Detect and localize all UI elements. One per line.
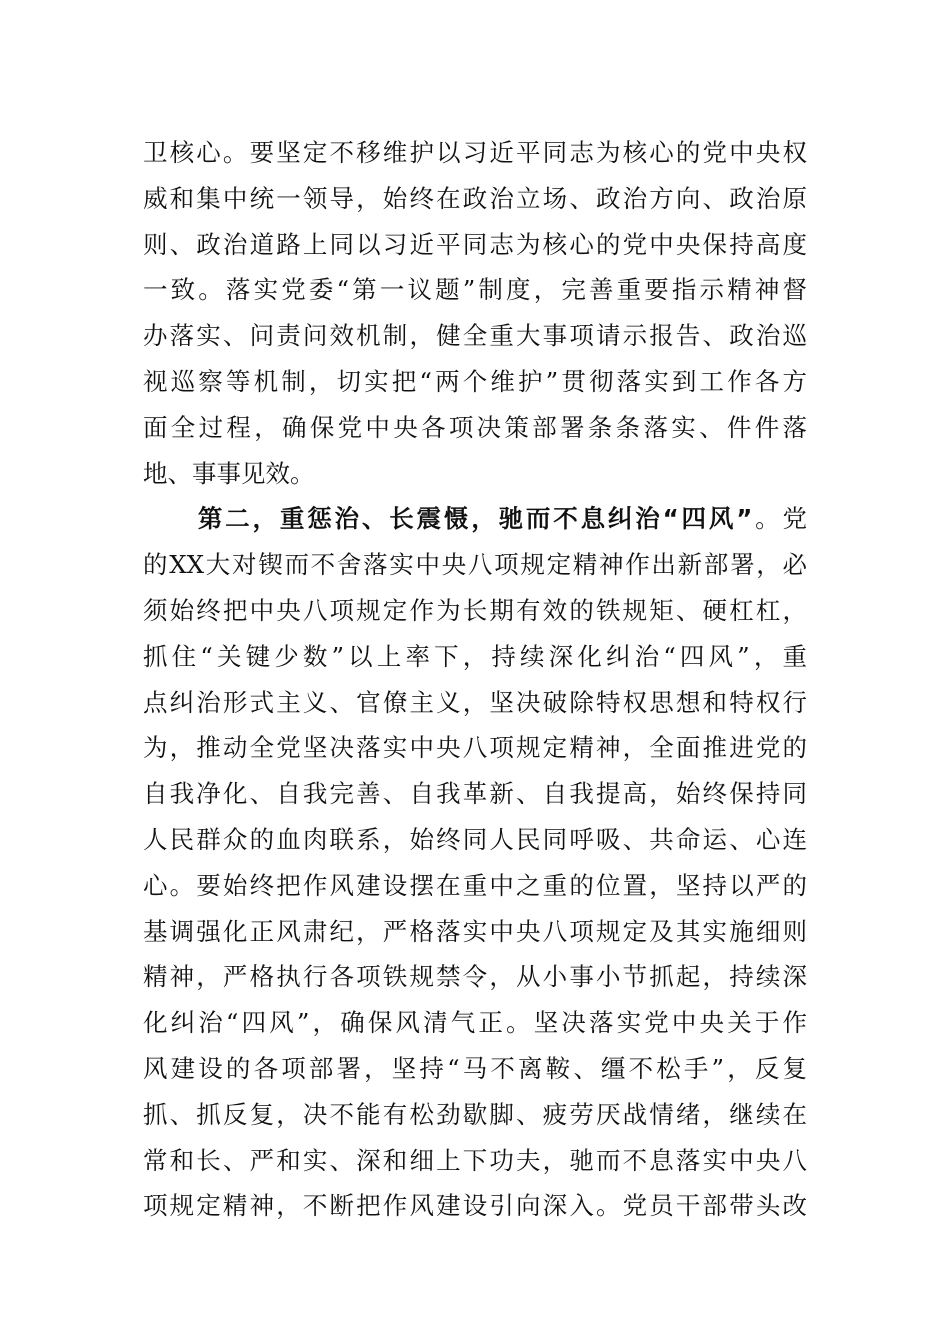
text-line: 点纠治形式主义、官僚主义，坚决破除特权思想和特权行	[143, 687, 807, 717]
text-line: 抓、抓反复，决不能有松劲歇脚、疲劳厌战情绪，继续在	[143, 1099, 807, 1129]
text-line: 风建设的各项部署，坚持“马不离鞍、缰不松手”，反复	[143, 1053, 807, 1083]
text-line: 化纠治“四风”，确保风清气正。坚决落实党中央关于作	[143, 1008, 807, 1038]
text-line: 人民群众的血肉联系，始终同人民同呼吸、共命运、心连	[143, 824, 807, 854]
text-line: 办落实、问责问效机制，健全重大事项请示报告、政治巡	[143, 321, 807, 351]
text-line: 面全过程，确保党中央各项决策部署条条落实、件件落	[143, 412, 807, 442]
text-line: 抓住“关键少数”以上率下，持续深化纠治“四风”，重	[143, 641, 807, 671]
text-line: 项规定精神，不断把作风建设引向深入。党员干部带头改	[143, 1191, 807, 1221]
section-heading: 第二，重惩治、长震慑，驰而不息纠治“四风”	[195, 504, 753, 534]
text-line: 卫核心。要坚定不移维护以习近平同志为核心的党中央权	[143, 138, 807, 167]
text-line: 须始终把中央八项规定作为长期有效的铁规矩、硬杠杠，	[143, 595, 807, 625]
text-line: 基调强化正风肃纪，严格落实中央八项规定及其实施细则	[143, 916, 807, 946]
text-line: 一致。落实党委“第一议题”制度，完善重要指示精神督	[143, 275, 807, 305]
text-line: 为，推动全党坚决落实中央八项规定精神，全面推进党的	[143, 733, 807, 763]
text-line: 常和长、严和实、深和细上下功夫，驰而不息落实中央八	[143, 1145, 807, 1175]
heading-tail-text: 。党	[752, 504, 808, 534]
paragraph-1	[143, 130, 807, 496]
paragraph-2	[143, 496, 807, 1229]
paragraph-heading-line	[143, 496, 807, 542]
text-line: 地、事事见效。	[143, 458, 315, 488]
body-text	[143, 130, 807, 1229]
text-line: 威和集中统一领导，始终在政治立场、政治方向、政治原	[143, 183, 807, 213]
text-line: 视巡察等机制，切实把“两个维护”贯彻落实到工作各方	[143, 366, 807, 396]
text-line: 心。要始终把作风建设摆在重中之重的位置，坚持以严的	[143, 870, 807, 900]
text-line: 则、政治道路上同以习近平同志为核心的党中央保持高度	[143, 229, 807, 259]
text-line: 自我净化、自我完善、自我革新、自我提高，始终保持同	[143, 779, 807, 809]
text-line: 精神，严格执行各项铁规禁令，从小事小节抓起，持续深	[143, 962, 807, 992]
text-line: 的XX大对锲而不舍落实中央八项规定精神作出新部署，必	[143, 550, 807, 580]
